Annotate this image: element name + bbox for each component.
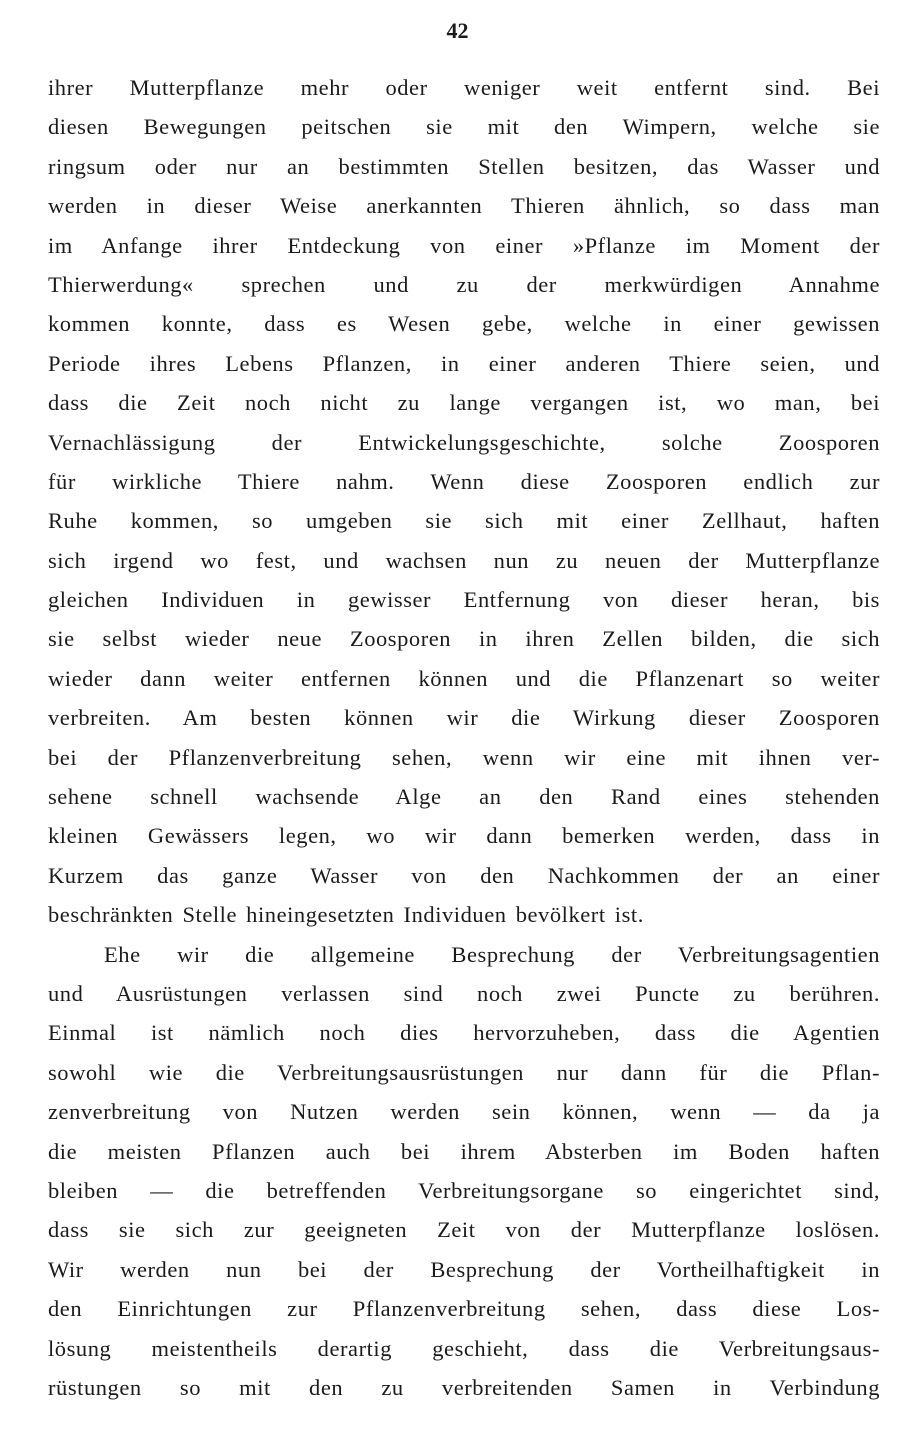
paragraph-2: [48, 935, 880, 1408]
text-line: Einmal ist nämlich noch dies hervorzuheben, dass die Agentien: [48, 1020, 880, 1046]
text-line: dass die Zeit noch nicht zu lange vergangen ist, wo man, bei: [48, 390, 880, 416]
text-line: lösung meistentheils derartig geschieht, dass die Verbreitungsaus-: [48, 1335, 880, 1361]
text-line: diesen Bewegungen peitschen sie mit den Wimpern, welche sie: [48, 114, 880, 140]
text-line: kleinen Gewässers legen, wo wir dann bemerken werden, dass in: [48, 823, 880, 849]
text-line: im Anfange ihrer Entdeckung von einer »Pflanze im Moment der: [48, 232, 880, 258]
text-line: Ehe wir die allgemeine Besprechung der Verbreitungsagentien: [104, 941, 880, 967]
text-line: zenverbreitung von Nutzen werden sein können, wenn — da ja: [48, 1099, 880, 1125]
text-line: dass sie sich zur geeigneten Zeit von der Mutterpflanze loslösen.: [48, 1217, 880, 1243]
text-line: kommen konnte, dass es Wesen gebe, welche in einer gewissen: [48, 311, 880, 337]
text-line: sehene schnell wachsende Alge an den Rand eines stehenden: [48, 784, 880, 810]
text-line: gleichen Individuen in gewisser Entfernung von dieser heran, bis: [48, 587, 880, 613]
text-line: bei der Pflanzenverbreitung sehen, wenn wir eine mit ihnen ver-: [48, 744, 880, 770]
text-line: rüstungen so mit den zu verbreitenden Samen in Verbindung: [48, 1374, 880, 1400]
text-line: verbreiten. Am besten können wir die Wirkung dieser Zoosporen: [48, 705, 880, 731]
text-line: Kurzem das ganze Wasser von den Nachkommen der an einer: [48, 862, 880, 888]
paragraph-1: [48, 68, 880, 935]
text-line: sich irgend wo fest, und wachsen nun zu neuen der Mutterpflanze: [48, 547, 880, 573]
body-text: [48, 68, 880, 1407]
text-line: Wir werden nun bei der Besprechung der Vortheilhaftigkeit in: [48, 1256, 880, 1282]
text-line: Thierwerdung« sprechen und zu der merkwürdigen Annahme: [48, 271, 880, 297]
text-line: und Ausrüstungen verlassen sind noch zwei Puncte zu berühren.: [48, 980, 880, 1006]
text-line: ringsum oder nur an bestimmten Stellen besitzen, das Wasser und: [48, 153, 880, 179]
page-number: 42: [446, 18, 469, 43]
text-line: sowohl wie die Verbreitungsausrüstungen nur dann für die Pflan-: [48, 1059, 880, 1085]
text-line: den Einrichtungen zur Pflanzenverbreitung sehen, dass diese Los-: [48, 1296, 880, 1322]
text-line: werden in dieser Weise anerkannten Thieren ähnlich, so dass man: [48, 193, 880, 219]
text-line: für wirkliche Thiere nahm. Wenn diese Zoosporen endlich zur: [48, 468, 880, 494]
text-line: Vernachlässigung der Entwickelungsgeschichte, solche Zoosporen: [48, 429, 880, 455]
text-line: ihrer Mutterpflanze mehr oder weniger weit entfernt sind. Bei: [48, 75, 880, 100]
text-line: Periode ihres Lebens Pflanzen, in einer anderen Thiere seien, und: [48, 350, 880, 376]
text-line: sie selbst wieder neue Zoosporen in ihren Zellen bilden, die sich: [48, 626, 880, 652]
text-line: beschränkten Stelle hineingesetzten Individuen bevölkert ist.: [48, 902, 644, 928]
text-line: die meisten Pflanzen auch bei ihrem Absterben im Boden haften: [48, 1138, 880, 1164]
text-line: wieder dann weiter entfernen können und die Pflanzenart so weiter: [48, 665, 880, 691]
text-line: Ruhe kommen, so umgeben sie sich mit einer Zellhaut, haften: [48, 508, 880, 534]
text-line: bleiben — die betreffenden Verbreitungsorgane so eingerichtet sind,: [48, 1177, 880, 1203]
